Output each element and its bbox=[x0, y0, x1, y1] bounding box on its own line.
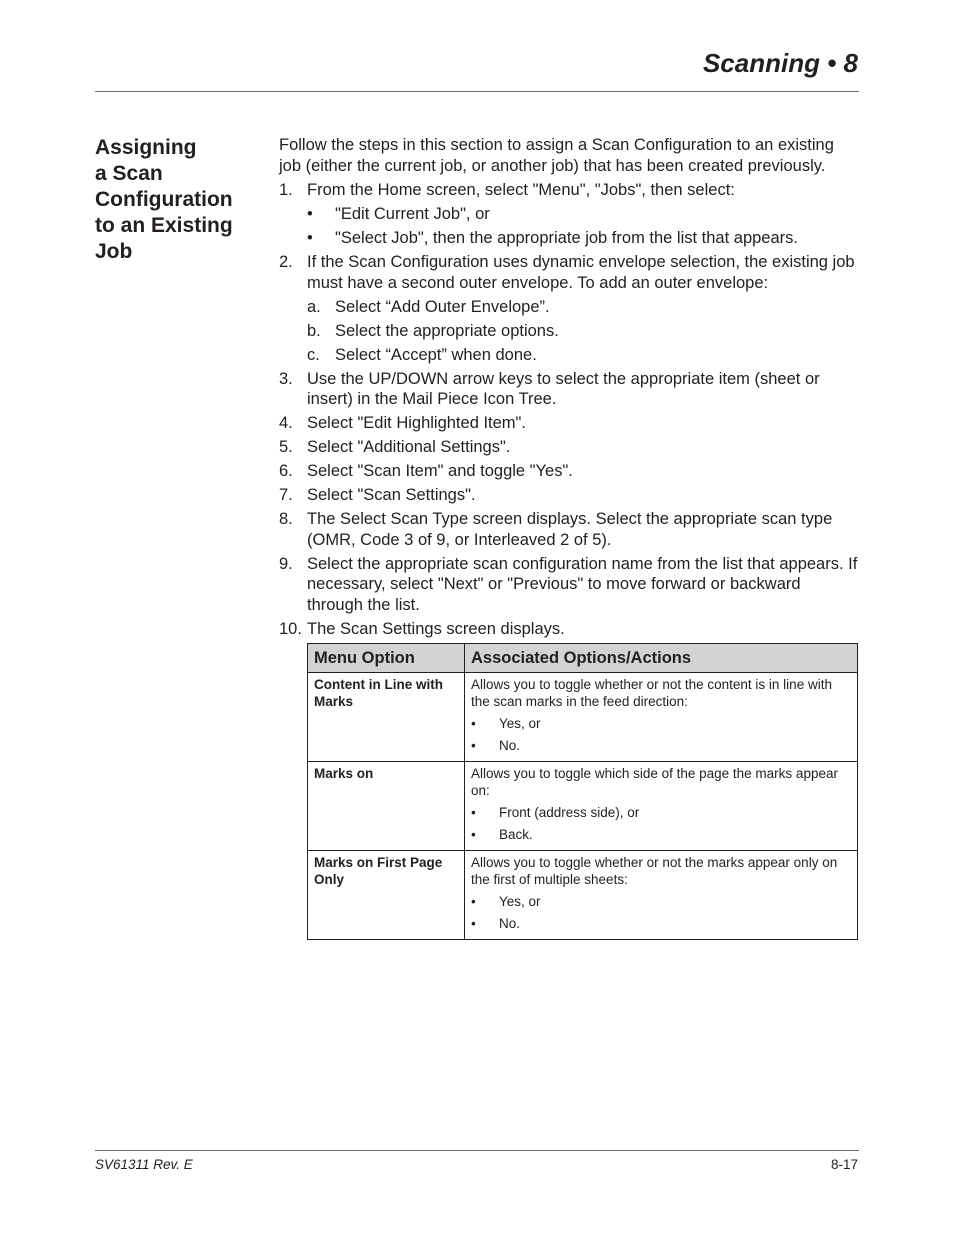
letter-mark: c. bbox=[307, 345, 320, 364]
cell-bullet-text: Yes, or bbox=[499, 893, 541, 909]
step-text: Select "Scan Settings". bbox=[307, 486, 476, 504]
cell-bullet-item bbox=[471, 737, 851, 754]
section-heading-line: to an Existing bbox=[95, 214, 233, 237]
cell-bullet-item bbox=[471, 826, 851, 843]
sub-item bbox=[279, 321, 859, 342]
step-number: 8. bbox=[279, 510, 293, 528]
letter-mark: a. bbox=[307, 297, 321, 316]
step-number: 4. bbox=[279, 414, 293, 432]
table-row bbox=[308, 850, 858, 939]
page-number: 8-17 bbox=[830, 1157, 858, 1172]
step-text: The Scan Settings screen displays. bbox=[307, 619, 565, 638]
sub-item bbox=[279, 204, 859, 225]
step-text: Select "Scan Item" and toggle "Yes". bbox=[307, 462, 573, 480]
section-heading-line: Configuration bbox=[95, 188, 233, 211]
step-item bbox=[279, 180, 859, 201]
cell-bullet-item bbox=[471, 804, 851, 821]
step-item bbox=[279, 413, 859, 434]
step-number: 2. bbox=[279, 253, 293, 271]
bullet-mark: • bbox=[307, 205, 313, 223]
step-text: Select the appropriate scan configuration name from the list that appears. If necessary, select "Next" or "Previous" to move forward or backward through the list. bbox=[307, 554, 858, 614]
step-item bbox=[279, 437, 859, 458]
step-text: The Select Scan Type screen displays. Select the appropriate scan type (OMR, Code 3 of 9, or Interleaved 2 of 5). bbox=[307, 510, 833, 549]
cell-bullet-item bbox=[471, 893, 851, 910]
step-number: 6. bbox=[279, 462, 293, 480]
step-item bbox=[279, 619, 859, 640]
table-row bbox=[308, 761, 858, 850]
document-id: SV61311 Rev. E bbox=[95, 1157, 193, 1172]
step-item bbox=[279, 485, 859, 506]
bullet-mark: • bbox=[471, 715, 476, 731]
section-heading-line: a Scan bbox=[95, 162, 163, 185]
menu-option-cell: Marks on First Page Only bbox=[308, 850, 465, 939]
intro-paragraph: Follow the steps in this section to assign a Scan Configuration to an existing job (either the current job, or another job) that has been created previously. bbox=[279, 136, 834, 175]
cell-bullet-text: Yes, or bbox=[499, 715, 541, 731]
bullet-mark: • bbox=[471, 915, 476, 931]
options-cell bbox=[465, 761, 858, 850]
options-cell bbox=[465, 850, 858, 939]
cell-bullet-text: No. bbox=[499, 915, 521, 931]
sub-item bbox=[279, 345, 859, 366]
column-header: Associated Options/Actions bbox=[465, 643, 858, 672]
scan-settings-table bbox=[307, 643, 858, 940]
step-item bbox=[279, 252, 859, 293]
step-item bbox=[279, 509, 859, 550]
option-description: Allows you to toggle whether or not the content is in line with the scan marks in the feed direction: bbox=[471, 676, 832, 709]
sub-item bbox=[279, 228, 859, 249]
step-item bbox=[279, 461, 859, 482]
step-number: 1. bbox=[279, 181, 293, 199]
bullet-mark: • bbox=[471, 826, 476, 842]
sub-item-text: Select “Accept” when done. bbox=[335, 345, 537, 364]
option-description: Allows you to toggle whether or not the marks appear only on the first of multiple sheets: bbox=[471, 854, 838, 887]
step-number: 10. bbox=[279, 619, 302, 638]
step-number: 5. bbox=[279, 438, 293, 456]
cell-bullet-text: Back. bbox=[499, 826, 533, 842]
menu-option-cell: Content in Line with Marks bbox=[308, 672, 465, 761]
sub-item bbox=[279, 297, 859, 318]
letter-mark: b. bbox=[307, 321, 321, 340]
bullet-mark: • bbox=[471, 737, 476, 753]
table-header-row bbox=[308, 643, 858, 672]
step-item bbox=[279, 369, 859, 410]
step-text: If the Scan Configuration uses dynamic envelope selection, the existing job must have a second outer envelope. To add an outer envelope: bbox=[307, 253, 855, 292]
sub-item-text: "Edit Current Job", or bbox=[335, 205, 490, 223]
options-cell bbox=[465, 672, 858, 761]
cell-bullet-text: No. bbox=[499, 737, 521, 753]
sub-item-text: "Select Job", then the appropriate job from the list that appears. bbox=[335, 229, 798, 247]
step-number: 9. bbox=[279, 554, 293, 573]
step-number: 7. bbox=[279, 486, 293, 504]
table-row bbox=[308, 672, 858, 761]
cell-bullet-item bbox=[471, 715, 851, 732]
bullet-mark: • bbox=[471, 893, 476, 909]
step-text: Select "Additional Settings". bbox=[307, 438, 511, 456]
main-content bbox=[279, 135, 859, 940]
step-item bbox=[279, 554, 859, 616]
cell-bullet-text: Front (address side), or bbox=[499, 804, 640, 820]
section-heading bbox=[95, 135, 260, 265]
sub-item-text: Select “Add Outer Envelope”. bbox=[335, 297, 550, 316]
sub-item-text: Select the appropriate options. bbox=[335, 321, 559, 340]
step-number: 3. bbox=[279, 369, 293, 388]
section-heading-line: Assigning bbox=[95, 136, 197, 159]
bullet-mark: • bbox=[471, 804, 476, 820]
column-header: Menu Option bbox=[308, 643, 465, 672]
footer-divider bbox=[95, 1150, 859, 1151]
menu-option-cell: Marks on bbox=[308, 761, 465, 850]
option-description: Allows you to toggle which side of the page the marks appear on: bbox=[471, 765, 838, 798]
step-text: Use the UP/DOWN arrow keys to select the appropriate item (sheet or insert) in the Mail Piece Icon Tree. bbox=[307, 369, 820, 408]
section-heading-line: Job bbox=[95, 240, 133, 263]
chapter-title: Scanning • 8 bbox=[702, 48, 858, 78]
bullet-mark: • bbox=[307, 229, 313, 247]
cell-bullet-item bbox=[471, 915, 851, 932]
header-divider bbox=[95, 91, 859, 92]
step-text: Select "Edit Highlighted Item". bbox=[307, 414, 526, 432]
step-text: From the Home screen, select "Menu", "Jobs", then select: bbox=[307, 181, 735, 199]
